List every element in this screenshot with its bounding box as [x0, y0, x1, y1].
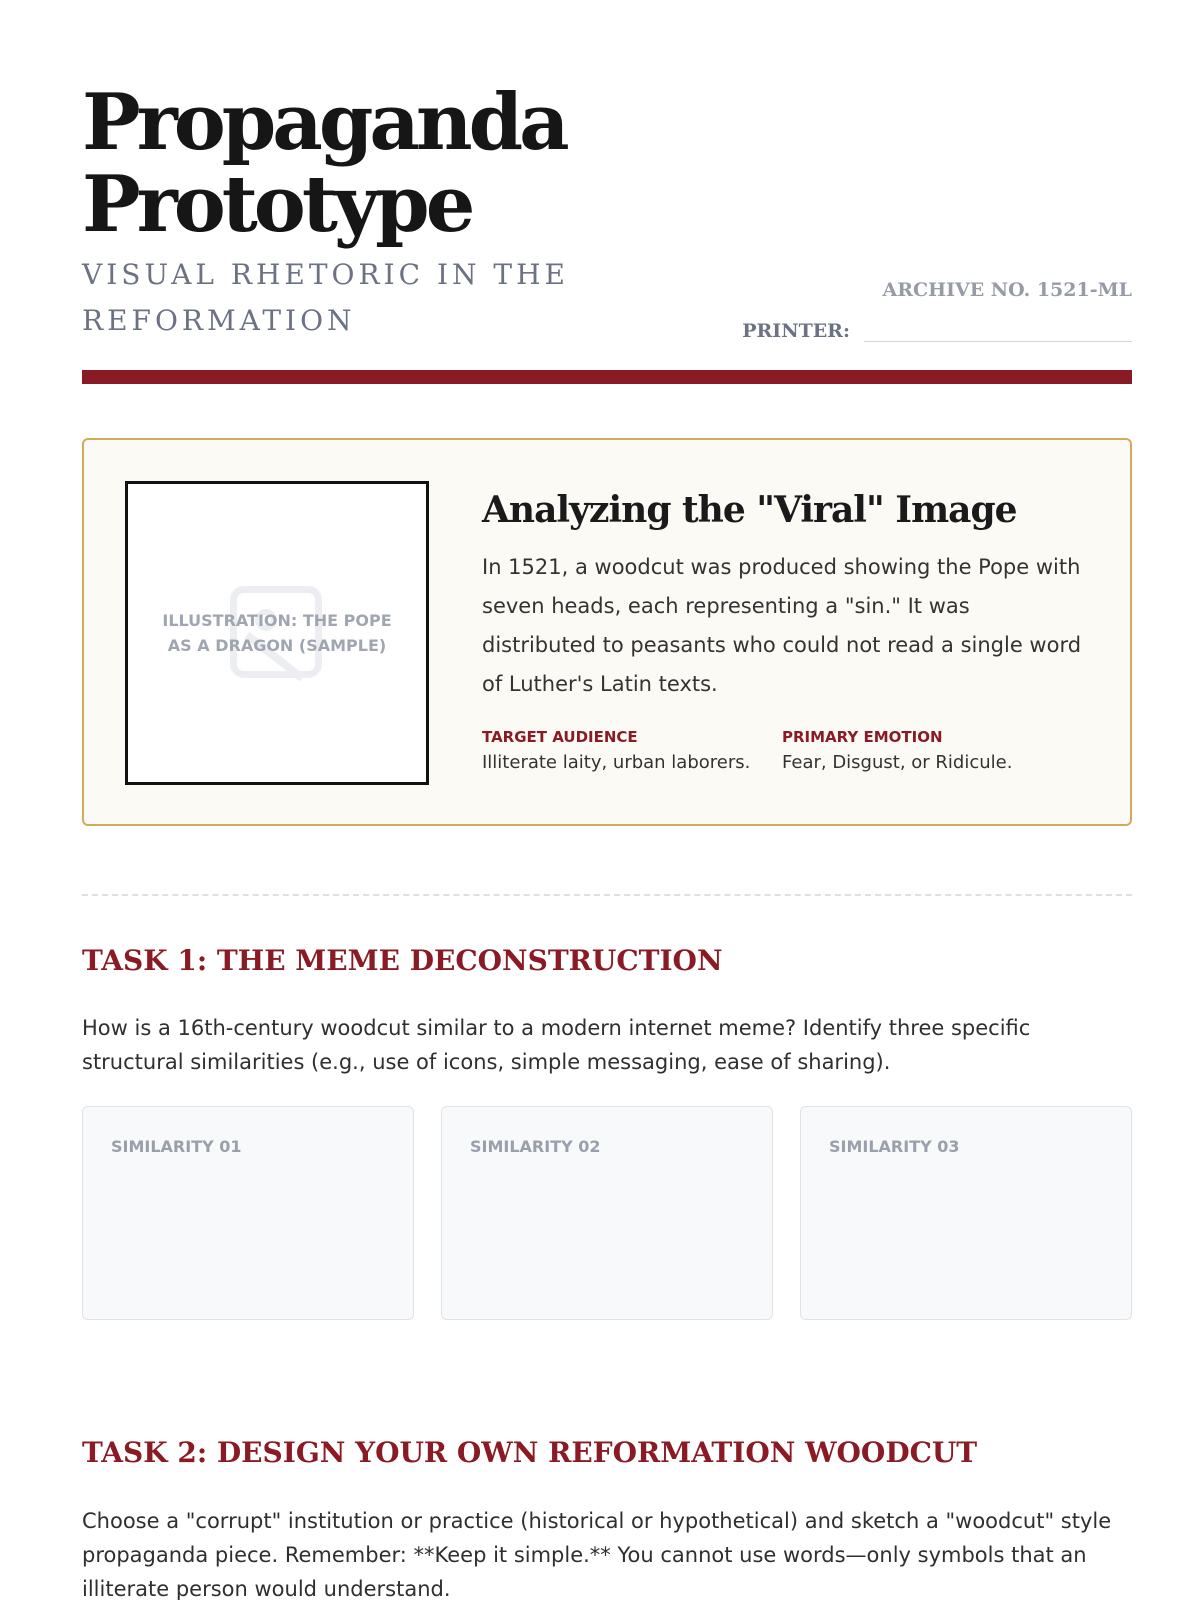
analysis-card: [82, 438, 1132, 826]
task1-prompt: How is a 16th-century woodcut similar to a modern internet meme? Identify three specific structural similarities (e.g., use of icons, simple messaging, ease of sharing).: [82, 1016, 1031, 1074]
similarity-label: SIMILARITY 01: [111, 1137, 242, 1156]
illustration-caption: ILLUSTRATION: THE POPE AS A DRAGON (SAMPLE): [162, 611, 392, 655]
printer-input[interactable]: [864, 318, 1132, 342]
title-line-2: Prototype: [82, 159, 472, 250]
page-title: [82, 77, 566, 250]
archive-number: ARCHIVE NO. 1521-ML: [882, 279, 1132, 301]
primary-emotion-value: Fear, Disgust, or Ridicule.: [782, 752, 1013, 773]
similarity-box-2[interactable]: [441, 1106, 773, 1320]
target-audience-value: Illiterate laity, urban laborers.: [482, 752, 751, 773]
similarity-input-3[interactable]: [827, 1171, 1105, 1297]
card-meta: [482, 726, 1082, 778]
printer-label: PRINTER:: [742, 320, 850, 342]
page-subtitle: VISUAL RHETORIC IN THE REFORMATION: [82, 258, 569, 337]
similarity-input-1[interactable]: [109, 1171, 387, 1297]
task1-heading: TASK 1: THE MEME DECONSTRUCTION: [82, 944, 723, 977]
primary-emotion: [782, 726, 1082, 778]
card-body: In 1521, a woodcut was produced showing the Pope with seven heads, each representing a "sin." It was distributed to peasants who could not read a single word of Luther's Latin texts.: [482, 555, 1082, 696]
task2-heading: TASK 2: DESIGN YOUR OWN REFORMATION WOODCUT: [82, 1436, 978, 1469]
card-title: Analyzing the "Viral" Image: [482, 489, 1017, 531]
similarity-label: SIMILARITY 02: [470, 1137, 601, 1156]
similarity-box-3[interactable]: [800, 1106, 1132, 1320]
printer-row: [742, 318, 1132, 342]
header-divider: [82, 370, 1132, 384]
similarity-input-2[interactable]: [468, 1171, 746, 1297]
task2-prompt: Choose a "corrupt" institution or practice (historical or hypothetical) and sketch a "woodcut" style propaganda piece. Remember: **Keep it simple.** You cannot use words—only symbols that an illiterate person would understand.: [82, 1509, 1112, 1600]
card-text: [482, 486, 1082, 778]
title-line-1: Propaganda: [82, 77, 566, 168]
worksheet-page: [82, 0, 1132, 1600]
section-divider: [82, 894, 1132, 896]
illustration-frame: [125, 481, 429, 785]
target-audience-label: TARGET AUDIENCE: [482, 728, 638, 746]
target-audience: [482, 726, 782, 778]
primary-emotion-label: PRIMARY EMOTION: [782, 728, 943, 746]
similarity-box-1[interactable]: [82, 1106, 414, 1320]
similarity-label: SIMILARITY 03: [829, 1137, 960, 1156]
